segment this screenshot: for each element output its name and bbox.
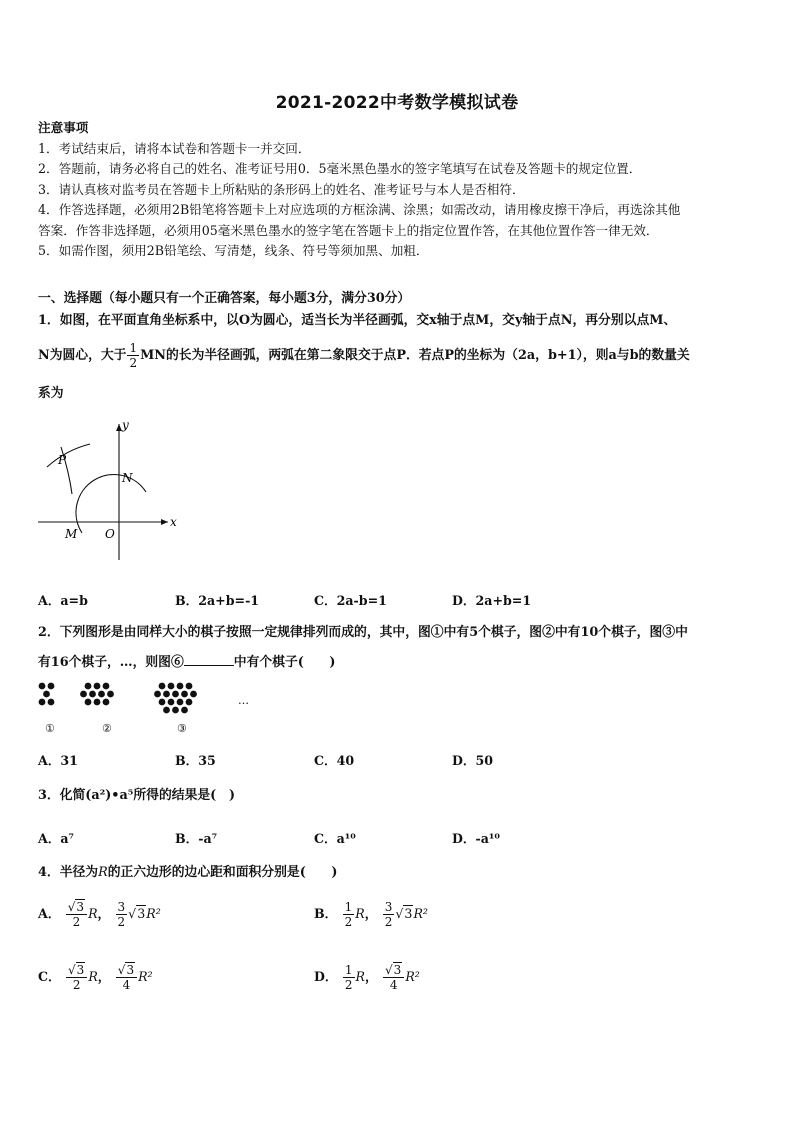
- chess-piece: [168, 699, 175, 706]
- question-1: [38, 311, 760, 404]
- chess-piece: [85, 683, 92, 690]
- chess-piece: [39, 683, 46, 690]
- chess-piece: [177, 683, 184, 690]
- x-label: x: [170, 515, 177, 529]
- pattern-ellipsis: …: [238, 694, 249, 707]
- numerator: 3: [117, 900, 126, 914]
- point-p-label: P: [58, 453, 67, 467]
- var-r-squared: R²: [138, 969, 153, 984]
- notice-item: 1．考试结束后，请将本试卷和答题卡一并交回．: [38, 140, 311, 156]
- chess-piece: [85, 699, 92, 706]
- chess-piece: [186, 699, 193, 706]
- question-3: 3．化简(a²)•a⁵所得的结果是( ): [38, 788, 236, 803]
- notice-item: 5．如需作图，须用2B铅笔绘、写清楚，线条、符号等须加黑、加粗．: [38, 243, 429, 258]
- option-letter: B．: [314, 906, 338, 921]
- answer-blank: [184, 653, 234, 666]
- denominator: 2: [72, 978, 81, 992]
- numerator: 1: [344, 963, 353, 977]
- question-2: [38, 623, 760, 673]
- chess-piece: [48, 699, 55, 706]
- point-m-label: M: [65, 527, 78, 541]
- q2-line1: 2．下列图形是由同样大小的棋子按照一定规律排列而成的，其中，图①中有5个棋子，图②中有10个棋子，图③中: [38, 625, 688, 640]
- radicand: 3: [404, 906, 413, 921]
- chess-piece: [163, 691, 170, 698]
- q4-option-a[interactable]: A． $\frac{√3}{2}$ R， $\frac{3}{2}$ √3R²: [38, 900, 161, 929]
- denominator: 2: [384, 915, 393, 929]
- q4-option-c[interactable]: [38, 963, 153, 992]
- chess-piece: [154, 691, 161, 698]
- comma: ，: [97, 969, 111, 984]
- var-r: R: [355, 969, 366, 984]
- chess-piece: [98, 691, 105, 698]
- chess-piece: [107, 691, 114, 698]
- pattern-figure-2: [80, 683, 114, 706]
- chess-piece: [94, 699, 101, 706]
- var-r-squared: R²: [405, 969, 420, 984]
- option-letter: A．: [38, 906, 61, 921]
- figure-label-1: ①: [45, 722, 55, 735]
- q2-line2-start: 有16个棋子，…，则图⑥: [38, 655, 184, 670]
- q2-option-c[interactable]: C．40: [314, 753, 355, 768]
- frac-1-over-2: [343, 963, 355, 992]
- radicand: 3: [137, 906, 146, 921]
- arc-from-n: [47, 444, 90, 467]
- option-letter: D．: [314, 969, 338, 984]
- frac-sqrt3-over-2: $\frac{√3}{2}$: [66, 963, 87, 992]
- chess-piece: [163, 707, 170, 714]
- radicand: 3: [126, 963, 135, 977]
- pattern-figure-3: [154, 683, 197, 714]
- figure-label-2: ②: [102, 722, 112, 735]
- q1-line3: 系为: [38, 386, 64, 401]
- chess-piece: [172, 707, 179, 714]
- notice-item: 答案．作答非选择题，必须用05毫米黑色墨水的签字笔在答题卡上的指定位置作答，在其他位置作答一律无效．: [38, 222, 659, 238]
- radius-arc: [76, 474, 146, 533]
- q2-option-d[interactable]: D．50: [452, 753, 494, 768]
- notice-block: [38, 118, 758, 262]
- chess-piece: [43, 691, 50, 698]
- chess-piece: [94, 683, 101, 690]
- q3-option-c[interactable]: C．a¹⁰: [314, 831, 356, 846]
- denominator: 4: [122, 978, 131, 992]
- q3-option-d[interactable]: D．-a¹⁰: [452, 831, 500, 846]
- radicand: 3: [76, 963, 85, 977]
- notice-item: 3．请认真核对监考员在答题卡上所粘贴的条形码上的姓名、准考证号与本人是否相符．: [38, 181, 525, 197]
- denominator: 2: [72, 915, 81, 929]
- chess-piece: [190, 691, 197, 698]
- q2-option-b[interactable]: B．35: [175, 753, 216, 768]
- q1-line2-start: N为圆心，大于: [38, 348, 127, 363]
- origin-label: O: [105, 527, 115, 541]
- chess-piece: [181, 707, 188, 714]
- chess-piece: [168, 683, 175, 690]
- chess-piece: [39, 699, 46, 706]
- var-r: R: [355, 906, 365, 921]
- q1-option-b[interactable]: B．2a+b=-1: [175, 593, 260, 608]
- notice-item: 4．作答选择题，必须用2B铅笔将答题卡上对应选项的方框涂满、涂黑；如需改动，请用橡皮擦干净后，再选涂其他: [38, 202, 681, 217]
- y-label: y: [122, 418, 129, 432]
- numerator: 1: [344, 900, 353, 914]
- coordinate-figure: [34, 412, 184, 562]
- frac-3-over-2: [116, 900, 128, 929]
- x-axis-arrow: [161, 519, 168, 525]
- denominator: 2: [117, 915, 126, 929]
- figure-label-3: ③: [177, 722, 187, 735]
- var-r-squared: R²: [146, 906, 161, 921]
- chess-piece: [177, 699, 184, 706]
- q2-line2-end: 中有个棋子( ): [233, 655, 336, 670]
- chess-piece: [159, 683, 166, 690]
- q3-option-a[interactable]: A．a⁷: [38, 831, 75, 846]
- frac-sqrt3-over-4: $\frac{√3}{4}$: [383, 963, 404, 992]
- chess-piece: [89, 691, 96, 698]
- q2-line2: [38, 653, 760, 673]
- point-n-label: N: [122, 471, 133, 485]
- q4-var-r: R: [98, 865, 108, 880]
- chess-piece: [186, 683, 193, 690]
- var-r: R: [88, 969, 98, 984]
- pattern-figure-1: [39, 683, 55, 706]
- chess-piece: [103, 683, 110, 690]
- chess-piece: [159, 699, 166, 706]
- q4-text-end: 的正六边形的边心距和面积分别是( ): [107, 865, 338, 880]
- chess-pattern-figures: [34, 680, 264, 722]
- denominator: 4: [389, 978, 398, 992]
- q4-option-d[interactable]: [314, 963, 420, 992]
- q4-option-b[interactable]: B． $\frac{1}{2}$ R， $\frac{3}{2}$ √3R²: [314, 900, 428, 929]
- var-r-squared: R²: [413, 906, 428, 921]
- chess-piece: [181, 691, 188, 698]
- fraction-numerator: 1: [129, 341, 138, 355]
- q1-line1: 1．如图，在平面直角坐标系中，以O为圆心，适当长为半径画弧，交x轴于点M，交y轴于点N，再分别以点M、: [38, 313, 677, 328]
- notice-item: 2．答题前，请务必将自己的姓名、准考证号用0．5毫米黑色墨水的签字笔填写在试卷及答题卡的规定位置．: [38, 161, 642, 176]
- section-heading: 一、选择题（每小题只有一个正确答案，每小题3分，满分30分）: [38, 291, 411, 306]
- denominator: 2: [344, 978, 353, 992]
- frac-1-over-2: [343, 900, 355, 929]
- frac-3-over-2: [383, 900, 395, 929]
- radicand: 3: [76, 900, 85, 914]
- comma: ，: [364, 906, 378, 921]
- fraction-half: [127, 341, 139, 370]
- frac-sqrt3-over-4: $\frac{√3}{4}$: [116, 963, 137, 992]
- radicand: 3: [393, 963, 402, 977]
- chess-piece: [48, 683, 55, 690]
- q1-option-d[interactable]: D．2a+b=1: [452, 593, 532, 608]
- var-r: R: [88, 906, 98, 921]
- chess-piece: [172, 691, 179, 698]
- chess-piece: [103, 699, 110, 706]
- notice-heading: 注意事项: [38, 120, 89, 135]
- page-title: 2021-2022中考数学模拟试卷: [275, 93, 519, 113]
- comma: ，: [365, 969, 378, 984]
- question-4: [38, 863, 760, 883]
- q1-line2-end: MN的长为半径画弧，两弧在第二象限交于点P．若点P的坐标为（2a，b+1），则a与b的数量关: [140, 348, 690, 363]
- q1-option-c[interactable]: C．2a-b=1: [314, 593, 387, 608]
- q2-option-a[interactable]: A．31: [38, 753, 78, 768]
- option-letter: C．: [38, 969, 61, 984]
- q3-option-b[interactable]: B．-a⁷: [175, 831, 218, 846]
- q1-line2: [38, 341, 760, 370]
- frac-sqrt3-over-2: $\frac{√3}{2}$: [66, 900, 87, 929]
- denominator: 2: [344, 915, 353, 929]
- numerator: 3: [384, 900, 393, 914]
- comma: ，: [97, 906, 111, 921]
- q1-option-a[interactable]: A．a=b: [38, 593, 88, 608]
- q4-text-start: 4．半径为: [38, 865, 99, 880]
- chess-piece: [80, 691, 87, 698]
- fraction-denominator: 2: [129, 356, 138, 370]
